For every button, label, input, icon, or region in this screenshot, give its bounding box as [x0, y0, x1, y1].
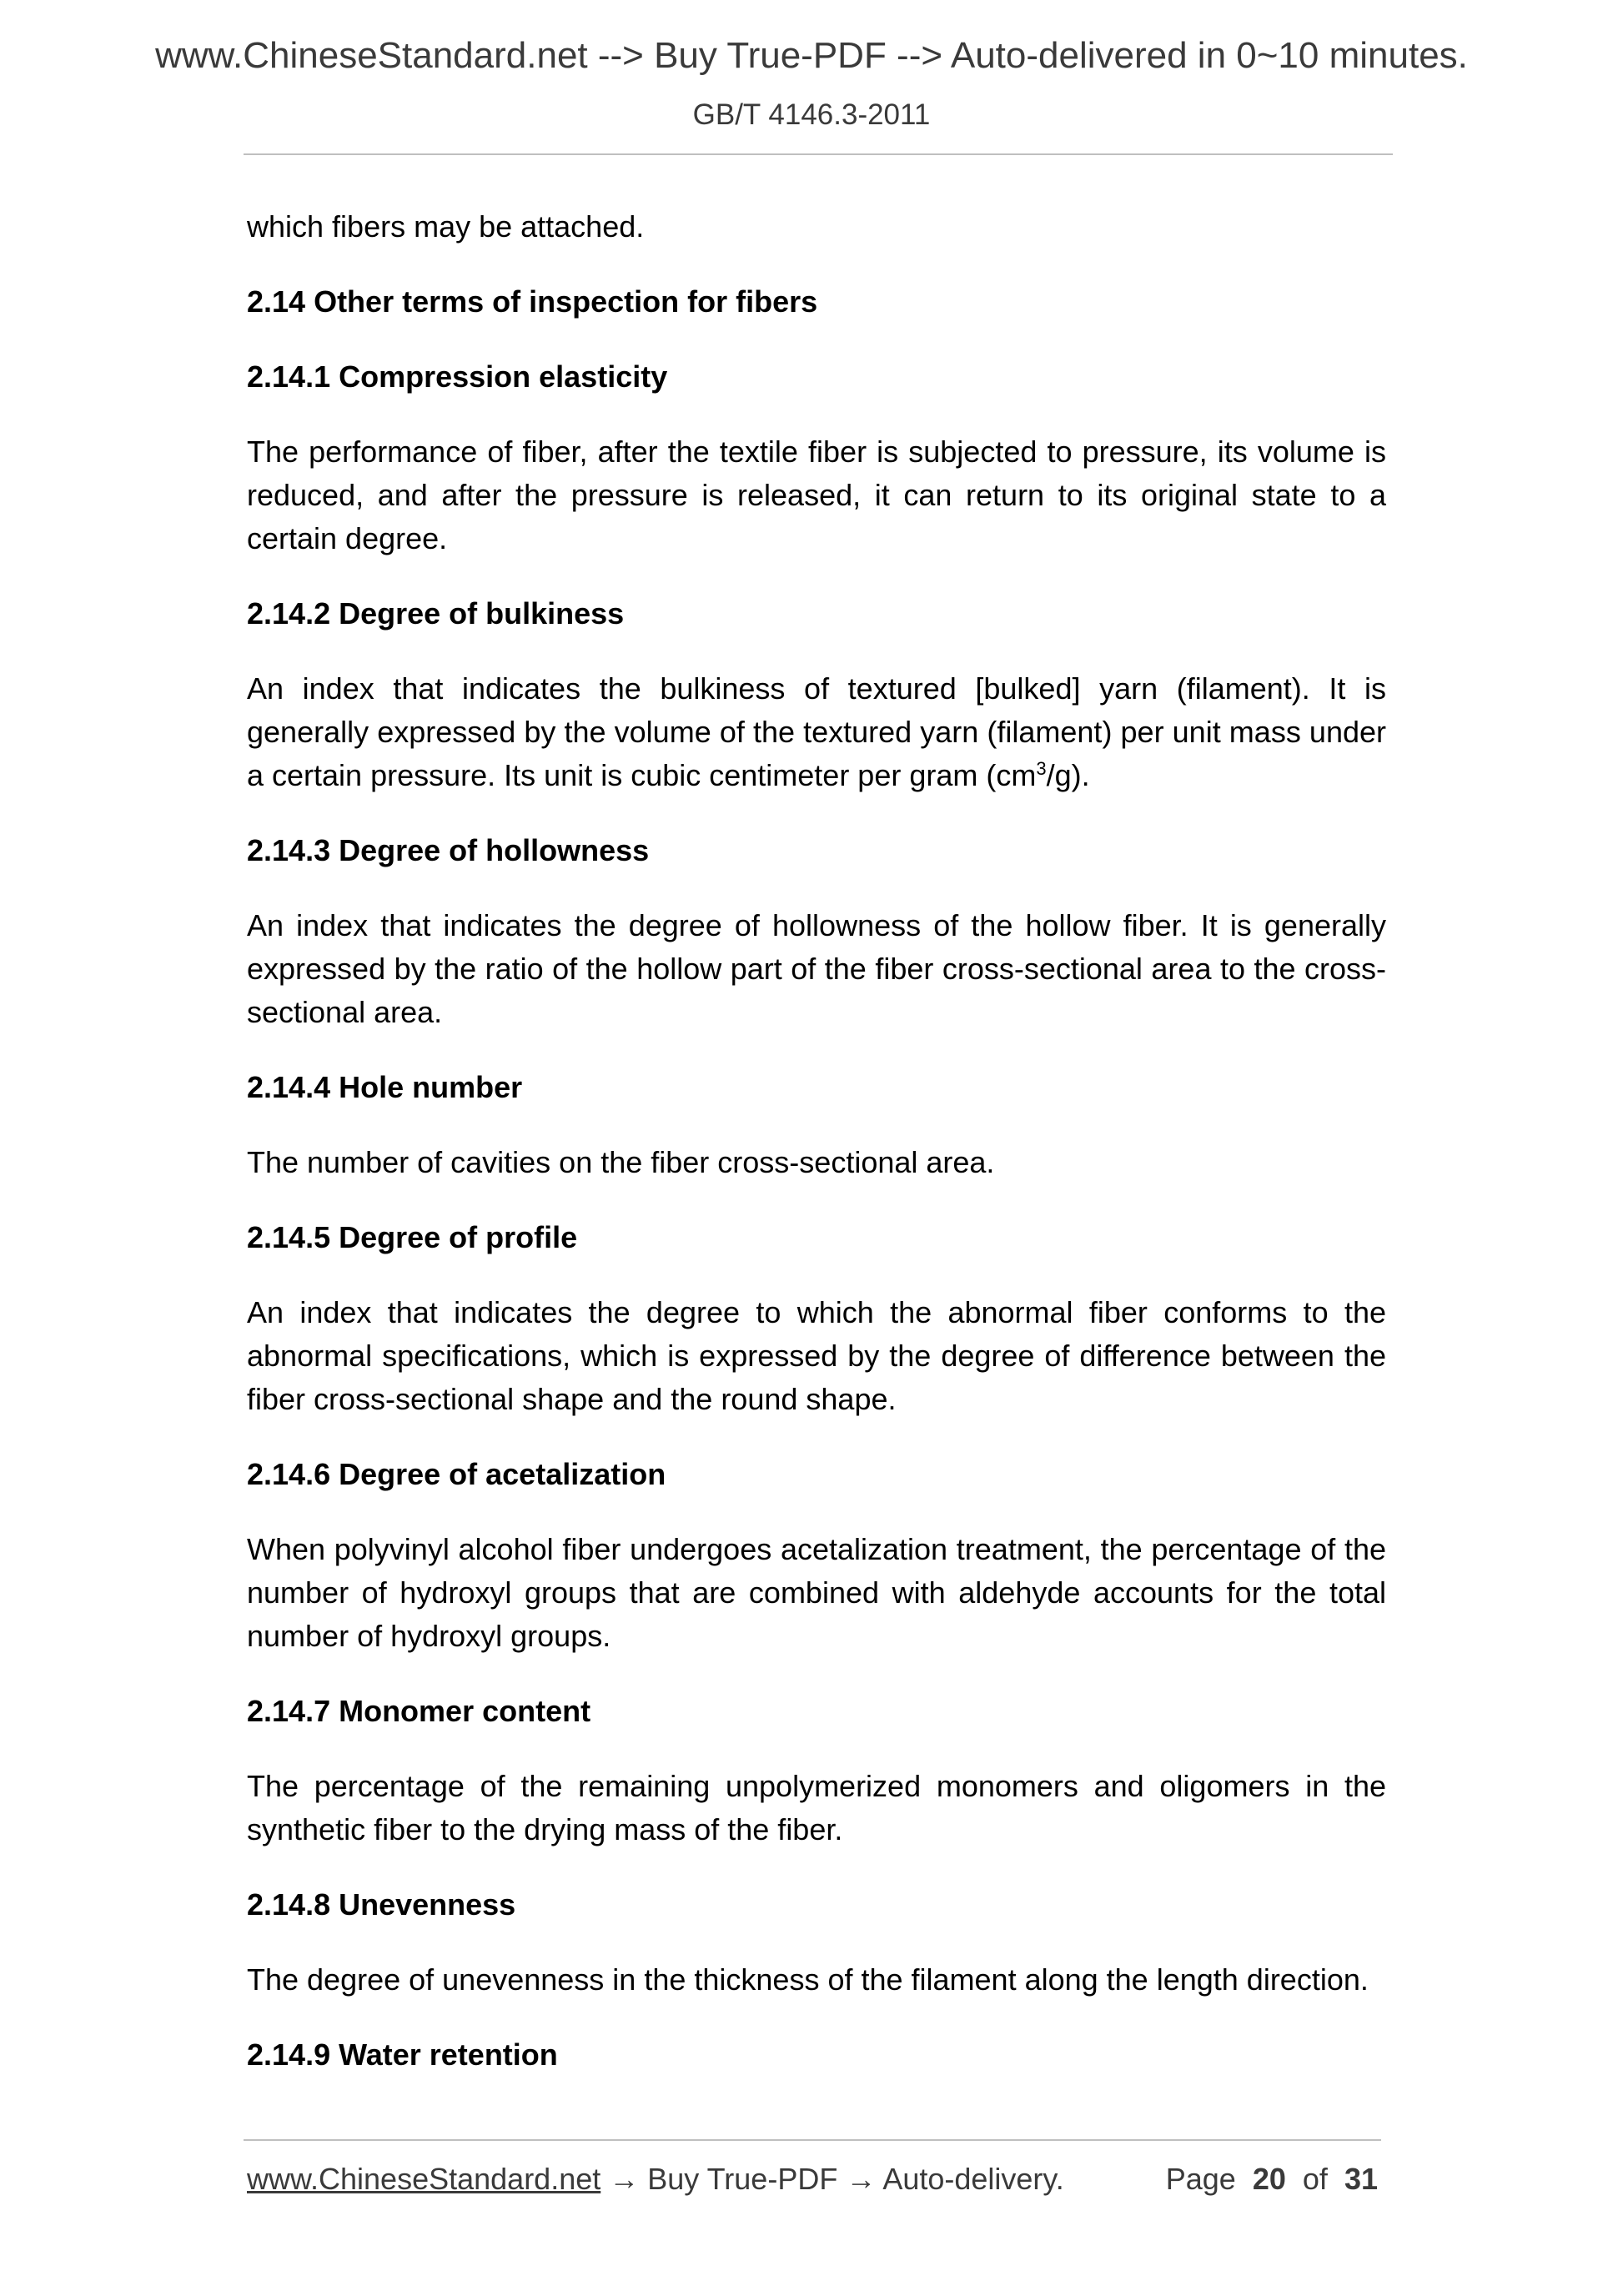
term-heading-2-14-6: 2.14.6 Degree of acetalization: [247, 1457, 666, 1491]
term-definition-2-14-4: The number of cavities on the fiber cross-sectional area.: [247, 1145, 995, 1179]
term-definition-2-14-5: An index that indicates the degree to which the abnormal fiber conforms to the abnormal specifications, which is expressed by the degree of difference between the fiber cross-sectional shape and the round shape.: [247, 1295, 1386, 1416]
term-definition-2-14-3: An index that indicates the degree of hollowness of the hollow fiber. It is generally expressed by the ratio of the hollow part of the fiber cross-sectional area to the cross-sectional area.: [247, 908, 1386, 1029]
page-footer: [247, 2162, 1378, 2197]
total-pages: 31: [1344, 2162, 1378, 2196]
document-body: [247, 205, 1386, 2108]
term-heading-2-14-2: 2.14.2 Degree of bulkiness: [247, 596, 625, 631]
term-heading-2-14-5: 2.14.5 Degree of profile: [247, 1220, 578, 1254]
of-label: of: [1302, 2162, 1328, 2196]
term-definition-2-14-6: When polyvinyl alcohol fiber undergoes acetalization treatment, the percentage of the number of hydroxyl groups that are combined with aldehyde accounts for the total number of hydroxyl groups.: [247, 1532, 1386, 1653]
definition-text: An index that indicates the bulkiness of textured [bulked] yarn (filament). It is generally expressed by the volume of the textured yarn (filament) per unit mass under a certain pressure. Its unit is cubic centimeter per gram (cm: [247, 671, 1386, 792]
definition-text-end: /g).: [1046, 758, 1090, 792]
page-indicator: [1166, 2162, 1378, 2197]
term-definition-2-14-8: The degree of unevenness in the thickness of the filament along the length direction.: [247, 1962, 1369, 1997]
site-link[interactable]: www.ChineseStandard.net: [247, 2162, 601, 2196]
standard-code: GB/T 4146.3-2011: [692, 98, 931, 131]
footer-divider: [244, 2139, 1381, 2141]
page-label: Page: [1165, 2162, 1236, 2196]
term-heading-2-14-7: 2.14.7 Monomer content: [247, 1694, 591, 1728]
site-banner: www.ChineseStandard.net --> Buy True-PDF --> Auto-delivered in 0~10 minutes.: [155, 35, 1468, 76]
footer-promo-text: → Buy True-PDF → Auto-delivery.: [600, 2162, 1064, 2196]
header-divider: [244, 153, 1393, 155]
term-heading-2-14-9: 2.14.9 Water retention: [247, 2037, 558, 2072]
term-definition-2-14-1: The performance of fiber, after the textile fiber is subjected to pressure, its volume is reduced, and after the pressure is released, it can return to its original state to a certain degree.: [247, 435, 1386, 555]
section-heading-2-14: 2.14 Other terms of inspection for fibers: [247, 284, 818, 319]
unit-superscript: 3: [1036, 758, 1047, 779]
term-heading-2-14-3: 2.14.3 Degree of hollowness: [247, 833, 650, 867]
page-number: 20: [1252, 2162, 1286, 2196]
term-heading-2-14-1: 2.14.1 Compression elasticity: [247, 359, 668, 394]
intro-fragment: which fibers may be attached.: [247, 209, 645, 244]
term-definition-2-14-2: [247, 667, 1386, 797]
term-heading-2-14-8: 2.14.8 Unevenness: [247, 1887, 516, 1922]
term-definition-2-14-7: The percentage of the remaining unpolymerized monomers and oligomers in the synthetic fiber to the drying mass of the fiber.: [247, 1769, 1386, 1846]
footer-promo: [247, 2162, 1064, 2197]
term-heading-2-14-4: 2.14.4 Hole number: [247, 1070, 523, 1104]
